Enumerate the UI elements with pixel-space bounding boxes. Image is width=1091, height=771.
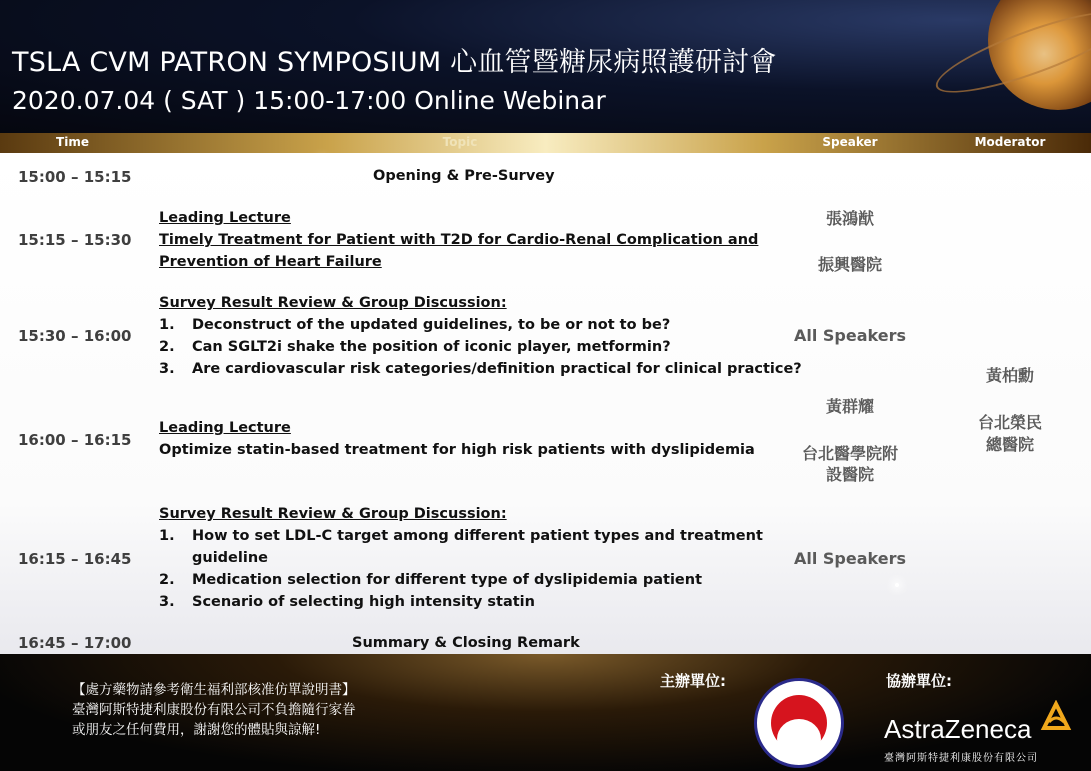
speaker-name: 黃群耀 bbox=[825, 397, 874, 416]
list-item: Medication selection for different type of dyslipidemia patient bbox=[192, 572, 703, 588]
list-item: Scenario of selecting high intensity statin bbox=[192, 594, 535, 610]
col-header-time: Time bbox=[56, 135, 89, 149]
list-number: 3. bbox=[159, 361, 175, 377]
table-header-bar bbox=[0, 133, 1091, 153]
disclaimer-line: 臺灣阿斯特捷利康股份有限公司不負擔隨行家眷 bbox=[72, 702, 356, 718]
agenda-time: 16:15 – 16:45 bbox=[18, 550, 132, 568]
col-header-moderator: Moderator bbox=[974, 135, 1046, 149]
speaker-org: 台北醫學院附 bbox=[801, 444, 898, 463]
col-header-topic: Topic bbox=[442, 135, 478, 149]
agenda-time: 15:30 – 16:00 bbox=[18, 327, 132, 345]
astrazeneca-mark-icon bbox=[1040, 700, 1072, 732]
agenda-heading: Leading Lecture bbox=[159, 420, 291, 436]
co-organizer-label: 協辦單位: bbox=[886, 672, 952, 690]
disclaimer-line: 【處方藥物請參考衛生福利部核准仿單說明書】 bbox=[72, 682, 356, 698]
seal-white-arc bbox=[777, 719, 821, 759]
speaker-name: 張鴻猷 bbox=[825, 209, 874, 228]
agenda-table bbox=[0, 153, 1091, 654]
list-item: Can SGLT2i shake the position of iconic player, metformin? bbox=[192, 339, 671, 355]
col-header-speaker: Speaker bbox=[822, 135, 878, 149]
agenda-time: 15:15 – 15:30 bbox=[18, 231, 132, 249]
page-subtitle: 2020.07.04 ( SAT ) 15:00-17:00 Online Webinar bbox=[12, 86, 606, 115]
moderator-org: 台北榮民 bbox=[977, 413, 1042, 432]
speaker-org: 振興醫院 bbox=[817, 255, 882, 274]
agenda-topic-line: Prevention of Heart Failure bbox=[159, 254, 382, 270]
disclaimer bbox=[72, 680, 356, 740]
tsla-seal-logo bbox=[754, 678, 844, 768]
list-number: 1. bbox=[159, 528, 175, 544]
list-item: Are cardiovascular risk categories/definition practical for clinical practice? bbox=[192, 361, 802, 377]
speaker-name: All Speakers bbox=[793, 326, 907, 345]
astrazeneca-logo-text: AstraZeneca bbox=[884, 714, 1032, 744]
agenda-heading: Survey Result Review & Group Discussion: bbox=[159, 295, 507, 311]
moderator-name: 黃柏勳 bbox=[985, 366, 1034, 385]
page-title: TSLA CVM PATRON SYMPOSIUM 心血管暨糖尿病照護研討會 bbox=[12, 47, 777, 78]
list-item: guideline bbox=[192, 550, 268, 566]
disclaimer-line: 或朋友之任何費用，謝謝您的體貼與諒解! bbox=[72, 722, 321, 738]
sparkle-decoration bbox=[320, 159, 324, 163]
list-item: How to set LDL-C target among different patient types and treatment bbox=[192, 528, 763, 544]
list-item: Deconstruct of the updated guidelines, to be or not to be? bbox=[192, 317, 671, 333]
agenda-topic: Summary & Closing Remark bbox=[352, 635, 580, 651]
speaker-org: 設醫院 bbox=[825, 465, 874, 484]
agenda-time: 16:45 – 17:00 bbox=[18, 634, 132, 652]
sparkle-decoration bbox=[895, 583, 899, 587]
list-number: 1. bbox=[159, 317, 175, 333]
footer-banner bbox=[0, 654, 1091, 771]
list-number: 3. bbox=[159, 594, 175, 610]
speaker-name: All Speakers bbox=[793, 549, 907, 568]
agenda-topic: Opening & Pre-Survey bbox=[373, 168, 555, 184]
astrazeneca-subtext: 臺灣阿斯特捷利康股份有限公司 bbox=[884, 753, 1038, 764]
organizer-label: 主辦單位: bbox=[660, 672, 726, 690]
agenda-heading: Leading Lecture bbox=[159, 210, 291, 226]
agenda-heading: Survey Result Review & Group Discussion: bbox=[159, 506, 507, 522]
agenda-topic-line: Optimize statin-based treatment for high risk patients with dyslipidemia bbox=[159, 442, 755, 458]
list-number: 2. bbox=[159, 572, 175, 588]
list-number: 2. bbox=[159, 339, 175, 355]
agenda-time: 15:00 – 15:15 bbox=[18, 168, 132, 186]
agenda-time: 16:00 – 16:15 bbox=[18, 431, 132, 449]
moderator-org: 總醫院 bbox=[985, 435, 1034, 454]
agenda-topic-line: Timely Treatment for Patient with T2D for Cardio-Renal Complication and bbox=[159, 232, 759, 248]
header-banner bbox=[0, 0, 1091, 133]
